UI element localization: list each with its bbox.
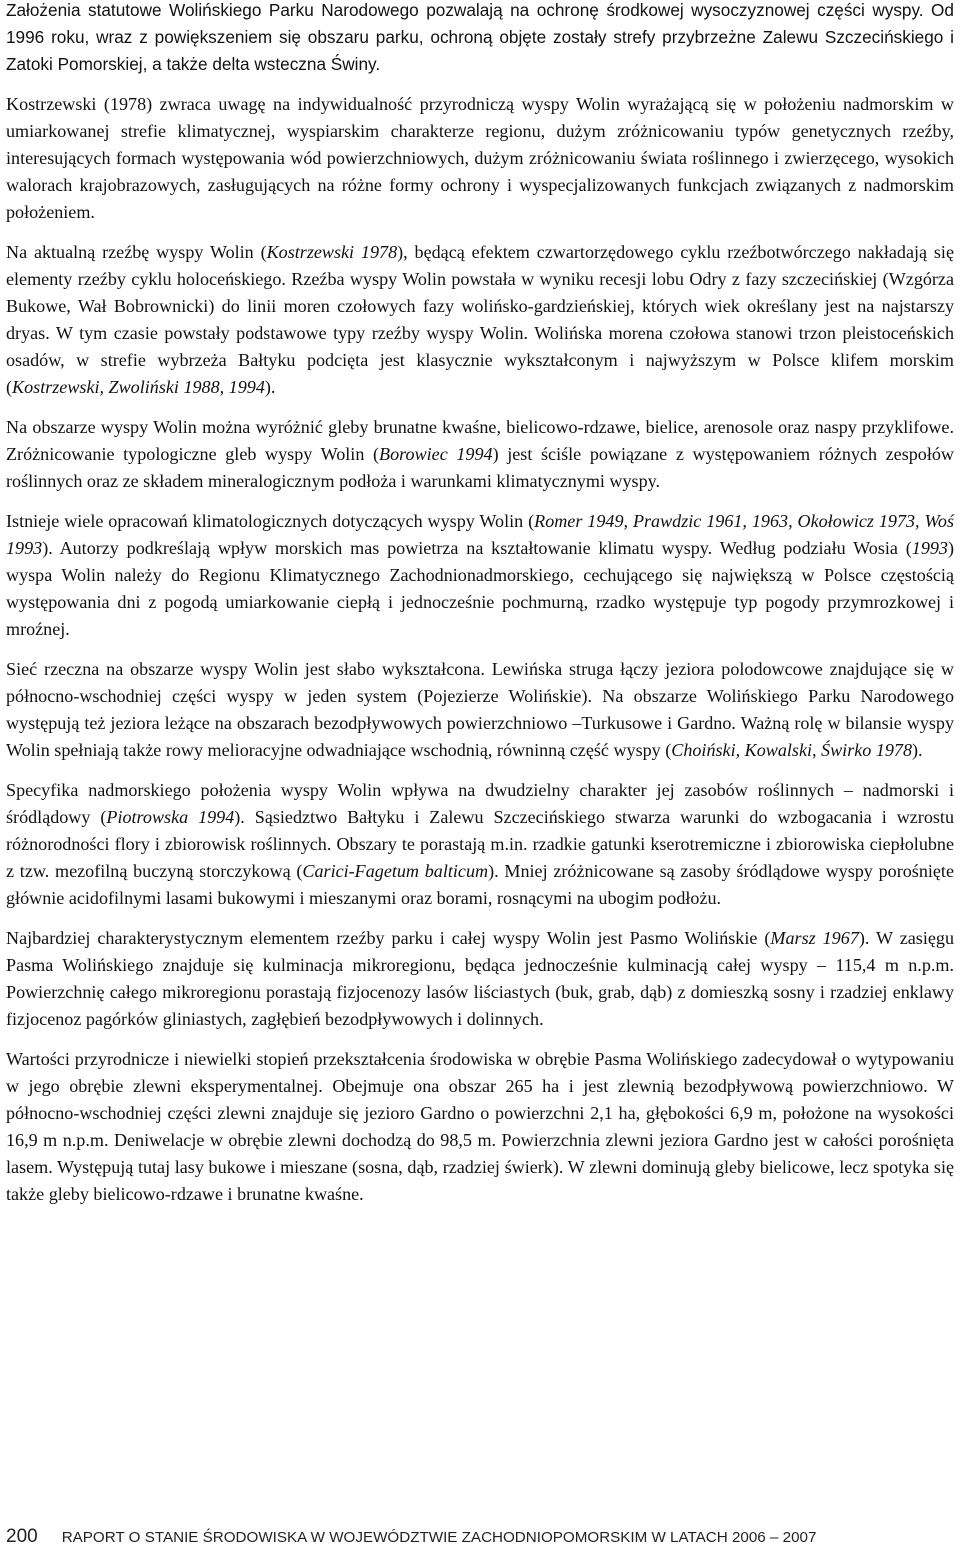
paragraph-text: Założenia statutowe Wolińskiego Parku Narodowego pozwalają na ochronę środkowej wysoczyznowej części wyspy. Od 1996 roku, wraz z powiększeniem się obszaru parku, ochroną objęte zostały strefy przybrzeżne Zalewu Szczecińskiego i Zatoki Pomorskiej, a także delta wsteczna Świny.	[6, 0, 954, 74]
paragraph-wolin-range	[6, 925, 954, 1033]
paragraph-text: Wartości przyrodnicze i niewielki stopień przekształcenia środowiska w obrębie Pasma Wolińskiego zadecydował o wytypowaniu w jego obrębie zlewni eksperymentalnej. Obejmuje ona obszar 265 ha i jest zlewnią bezodpływową powierzchniowo. W północno-wschodniej części zlewni znajduje się jezioro Gardno o powierzchni 2,1 ha, głębokości 6,9 m, położone na wysokości 16,9 m n.p.m. Deniwelacje w obrębie zlewni dochodzą do 98,5 m. Powierzchnia zlewni jeziora Gardno jest w całości porośnięta lasem. Występują tutaj lasy bukowe i mieszane (sosna, dąb, rzadziej świerk). W zlewni dominują gleby bielicowe, lecz spotyka się także gleby bielicowo-rdzawe i brunatne kwaśne.	[6, 1049, 954, 1204]
page-number: 200	[6, 1526, 38, 1547]
paragraph-text: Najbardziej charakterystycznym elementem rzeźby parku i całej wyspy Wolin jest Pasmo Wolińskie (	[6, 928, 771, 948]
citation-text: Kostrzewski 1978	[266, 242, 398, 262]
paragraph-text: ).	[912, 740, 923, 760]
paragraph-park-statute	[6, 0, 954, 78]
page-footer	[6, 1526, 954, 1548]
paragraph-text: ). Autorzy podkreślają wpływ morskich mas powietrza na kształtowanie klimatu wyspy. Według podziału Wosia (	[42, 538, 912, 558]
paragraph-text: Na aktualną rzeźbę wyspy Wolin (	[6, 242, 267, 262]
paragraph-text: ). Mniej zróżnicowane są zasoby śródlądowe wyspy porośnięte głównie acidofilnymi lasami bukowymi i mieszanymi oraz borami, rosnącymi na ubogim podłożu.	[6, 861, 954, 908]
citation-text: Carici-Fagetum balticum	[302, 861, 489, 881]
citation-text: Romer 1949, Prawdzic 1961, 1963, Okołowicz 1973, Woś 1993	[6, 511, 954, 558]
paragraph-vegetation	[6, 777, 954, 912]
paragraph-text: Istnieje wiele opracowań klimatologicznych dotyczących wyspy Wolin (	[6, 511, 535, 531]
paragraph-text: Specyfika nadmorskiego położenia wyspy Wolin wpływa na dwudzielny charakter jej zasobów roślinnych – nadmorski i śródlądowy (	[6, 780, 954, 827]
running-title: RAPORT O STANIE ŚRODOWISKA W WOJEWÓDZTWIE ZACHODNIOPOMORSKIM W LATACH 2006 – 2007	[61, 1529, 817, 1546]
paragraph-text: ) jest ściśle powiązane z występowaniem różnych zespołów roślinnych oraz ze składem mineralogicznym podłoża i warunkami klimatycznymi wyspy.	[6, 444, 954, 491]
paragraph-text: ).	[264, 377, 276, 397]
citation-text: Marsz 1967	[770, 928, 859, 948]
paragraph-text: ), będącą efektem czwartorzędowego cyklu rzeźbotwórczego nakładają się elementy rzeźby cyklu holoceńskiego. Rzeźba wyspy Wolin powstała w wyniku recesji lobu Odry z fazy szczecińskiej (Wzgórza Bukowe, Wał Bobrownicki) do linii moren czołowych fazy wolińsko-gardzieńskiej, których wiek określany jest na najstarszy dryas. W tym czasie powstały podstawowe typy rzeźby wyspy Wolin. Wolińska morena czołowa stanowi trzon pleistoceńskich osadów, w strefie wybrzeża Bałtyku podcięta jest klasycznie wykształconym i najwyższym w Polsce klifem morskim (	[6, 242, 954, 397]
paragraph-text: ) wyspa Wolin należy do Regionu Klimatycznego Zachodnionadmorskiego, cechującego się największą w Polsce częstością występowania dni z pogodą umiarkowanie ciepłą i jednocześnie pochmurną, rzadko występuje typ pogody przymrozkowej i mroźnej.	[6, 538, 954, 639]
citation-text: Choiński, Kowalski, Świrko 1978	[671, 740, 913, 760]
paragraph-relief	[6, 239, 954, 401]
paragraph-text: Kostrzewski (1978) zwraca uwagę na indywidualność przyrodniczą wyspy Wolin wyrażającą się w położeniu nadmorskim w umiarkowanej strefie klimatycznej, wyspiarskim charakterze regionu, dużym zróżnicowaniu typów genetycznych rzeźby, interesujących formach występowania wód powierzchniowych, dużym zróżnicowaniu świata roślinnego i zwierzęcego, wysokich walorach krajobrazowych, zasługujących na różne formy ochrony i wyspecjalizowanych funkcjach związanych z nadmorskim położeniem.	[6, 94, 954, 222]
citation-text: Kostrzewski, Zwoliński 1988, 1994	[12, 377, 265, 397]
paragraph-text: Sieć rzeczna na obszarze wyspy Wolin jest słabo wykształcona. Lewińska struga łączy jeziora polodowcowe znajdujące się w północno-wschodniej części wyspy w jeden system (Pojezierze Wolińskie). Na obszarze Wolińskiego Parku Narodowego występują też jeziora leżące na obszarach bezodpływowych powierzchniowo –Turkusowe i Gardno. Ważną rolę w bilansie wyspy Wolin spełniają także rowy melioracyjne odwadniające wschodnią, równinną część wyspy (	[6, 659, 954, 760]
document-body	[6, 0, 954, 1221]
paragraph-text: ). W zasięgu Pasma Wolińskiego znajduje się kulminacja mikroregionu, będąca jednocześnie kulminacją całej wyspy – 115,4 m n.p.m. Powierzchnię całego mikroregionu porastają fizjocenozy lasów liściastych (buk, grab, dąb) z domieszką sosny i rzadziej enklawy fizjocenoz pagórków gliniastych, zagłębień bezodpływowych i dolinnych.	[6, 928, 954, 1029]
paragraph-kostrzewski-individuality	[6, 91, 954, 226]
paragraph-experimental-catchment	[6, 1046, 954, 1208]
citation-text: 1993	[911, 538, 948, 558]
paragraph-river-network	[6, 656, 954, 764]
citation-text: Piotrowska 1994	[106, 807, 235, 827]
citation-text: Borowiec 1994	[379, 444, 493, 464]
paragraph-text: Na obszarze wyspy Wolin można wyróżnić gleby brunatne kwaśne, bielicowo-rdzawe, bielice, arenosole oraz naspy przyklifowe. Zróżnicowanie typologiczne gleb wyspy Wolin (	[6, 417, 954, 464]
paragraph-text: ). Sąsiedztwo Bałtyku i Zalewu Szczecińskiego stwarza warunki do wzbogacania i wzrostu różnorodności flory i zbiorowisk roślinnych. Obszary te porastają m.in. rzadkie gatunki kserotremiczne i zbiorowiska ciepłolubne z tzw. mezofilną buczyną storczykową (	[6, 807, 954, 881]
paragraph-climate	[6, 508, 954, 643]
paragraph-soils	[6, 414, 954, 495]
